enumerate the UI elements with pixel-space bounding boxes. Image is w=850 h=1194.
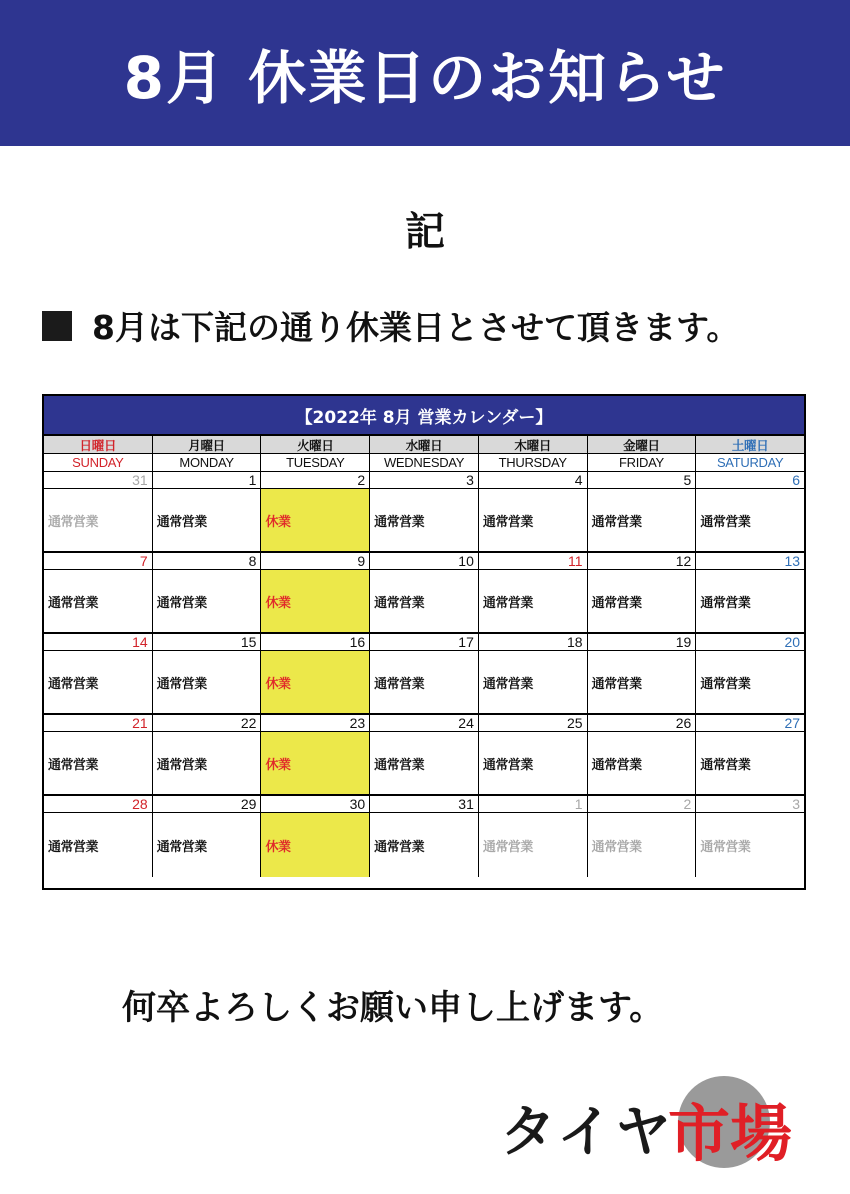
date-number: 10 (370, 553, 479, 569)
weekday-jp: 金曜日 (588, 436, 697, 453)
date-number: 30 (261, 796, 370, 812)
date-number: 24 (370, 715, 479, 731)
holiday-status: 休業 (261, 732, 370, 794)
date-number: 1 (153, 472, 262, 488)
date-number: 19 (588, 634, 697, 650)
logo-kana: タイヤ (500, 1100, 673, 1165)
date-number: 21 (44, 715, 153, 731)
business-status: 通常営業 (153, 570, 262, 632)
notice-text: 8月は下記の通り休業日とさせて頂きます。 (92, 308, 740, 347)
business-status: 通常営業 (370, 732, 479, 794)
status-row (44, 813, 804, 877)
date-row (44, 472, 804, 489)
business-status: 通常営業 (370, 651, 479, 713)
logo-kanji: 市場 (668, 1097, 793, 1170)
date-number: 2 (261, 472, 370, 488)
date-row (44, 553, 804, 570)
business-status: 通常営業 (700, 595, 751, 611)
weekday-jp: 土曜日 (731, 437, 769, 453)
business-status: 通常営業 (370, 489, 479, 551)
weekday-en: THURSDAY (479, 454, 588, 471)
date-number: 12 (588, 553, 697, 569)
date-row (44, 634, 804, 651)
date-number: 9 (261, 553, 370, 569)
holiday-status: 休業 (261, 489, 370, 551)
business-status: 通常営業 (44, 813, 153, 877)
business-calendar (42, 394, 806, 890)
business-status: 通常営業 (588, 570, 697, 632)
date-number: 13 (784, 553, 801, 569)
business-status: 通常営業 (700, 757, 751, 773)
date-number: 16 (261, 634, 370, 650)
business-status: 通常営業 (153, 651, 262, 713)
date-number: 18 (479, 634, 588, 650)
weekday-en: SUNDAY (44, 454, 153, 471)
weekday-en: SATURDAY (716, 455, 784, 470)
weekday-en: WEDNESDAY (370, 454, 479, 471)
date-number: 14 (44, 634, 153, 650)
date-number: 22 (153, 715, 262, 731)
date-number: 6 (792, 472, 801, 488)
business-status: 通常営業 (153, 732, 262, 794)
business-status: 通常営業 (44, 732, 153, 794)
calendar-title: 【2022年 8月 営業カレンダー】 (44, 396, 804, 436)
status-row (44, 651, 804, 715)
date-number: 25 (479, 715, 588, 731)
status-row (44, 732, 804, 796)
date-number: 20 (784, 634, 801, 650)
weekday-en: MONDAY (153, 454, 262, 471)
weekday-en: TUESDAY (261, 454, 370, 471)
weekday-jp: 木曜日 (479, 436, 588, 453)
page-title: 8月 休業日のお知らせ (123, 44, 727, 112)
business-status: 通常営業 (588, 813, 697, 877)
date-number: 15 (153, 634, 262, 650)
date-number: 29 (153, 796, 262, 812)
header-banner (0, 0, 850, 146)
date-row (44, 715, 804, 732)
status-row (44, 570, 804, 634)
date-number: 5 (588, 472, 697, 488)
business-status: 通常営業 (370, 813, 479, 877)
holiday-status: 休業 (261, 570, 370, 632)
store-logo (500, 1070, 810, 1170)
business-status: 通常営業 (153, 813, 262, 877)
calendar-weeks (44, 472, 804, 877)
memo-label: 記 (405, 209, 445, 255)
business-status: 通常営業 (479, 489, 588, 551)
weekday-header-jp (44, 436, 804, 454)
weekday-en: FRIDAY (588, 454, 697, 471)
status-row (44, 489, 804, 553)
date-number: 11 (479, 553, 588, 569)
business-status: 通常営業 (700, 676, 751, 692)
business-status: 通常営業 (588, 732, 697, 794)
date-number: 4 (479, 472, 588, 488)
weekday-jp: 日曜日 (44, 436, 153, 453)
business-status: 通常営業 (370, 570, 479, 632)
holiday-status: 休業 (261, 651, 370, 713)
date-number: 3 (792, 796, 801, 812)
business-status: 通常営業 (588, 489, 697, 551)
date-number: 31 (44, 472, 153, 488)
business-status: 通常営業 (479, 732, 588, 794)
weekday-header-en (44, 454, 804, 472)
holiday-status: 休業 (261, 813, 370, 877)
date-row (44, 796, 804, 813)
business-status: 通常営業 (479, 570, 588, 632)
business-status: 通常営業 (700, 514, 751, 530)
date-number: 23 (261, 715, 370, 731)
date-number: 26 (588, 715, 697, 731)
date-number: 28 (44, 796, 153, 812)
date-number: 7 (44, 553, 153, 569)
business-status: 通常営業 (700, 839, 751, 855)
square-bullet-icon (42, 311, 72, 341)
business-status: 通常営業 (44, 570, 153, 632)
weekday-jp: 火曜日 (261, 436, 370, 453)
closing-message: 何卒よろしくお願い申し上げます。 (122, 988, 664, 1028)
business-status: 通常営業 (588, 651, 697, 713)
date-number: 8 (153, 553, 262, 569)
date-number: 2 (588, 796, 697, 812)
date-number: 31 (370, 796, 479, 812)
business-status: 通常営業 (153, 489, 262, 551)
notice-line (42, 302, 739, 349)
date-number: 27 (784, 715, 801, 731)
business-status: 通常営業 (479, 813, 588, 877)
business-status: 通常営業 (44, 489, 153, 551)
weekday-jp: 月曜日 (153, 436, 262, 453)
date-number: 17 (370, 634, 479, 650)
business-status: 通常営業 (44, 651, 153, 713)
business-status: 通常営業 (479, 651, 588, 713)
weekday-jp: 水曜日 (370, 436, 479, 453)
date-number: 3 (370, 472, 479, 488)
date-number: 1 (479, 796, 588, 812)
